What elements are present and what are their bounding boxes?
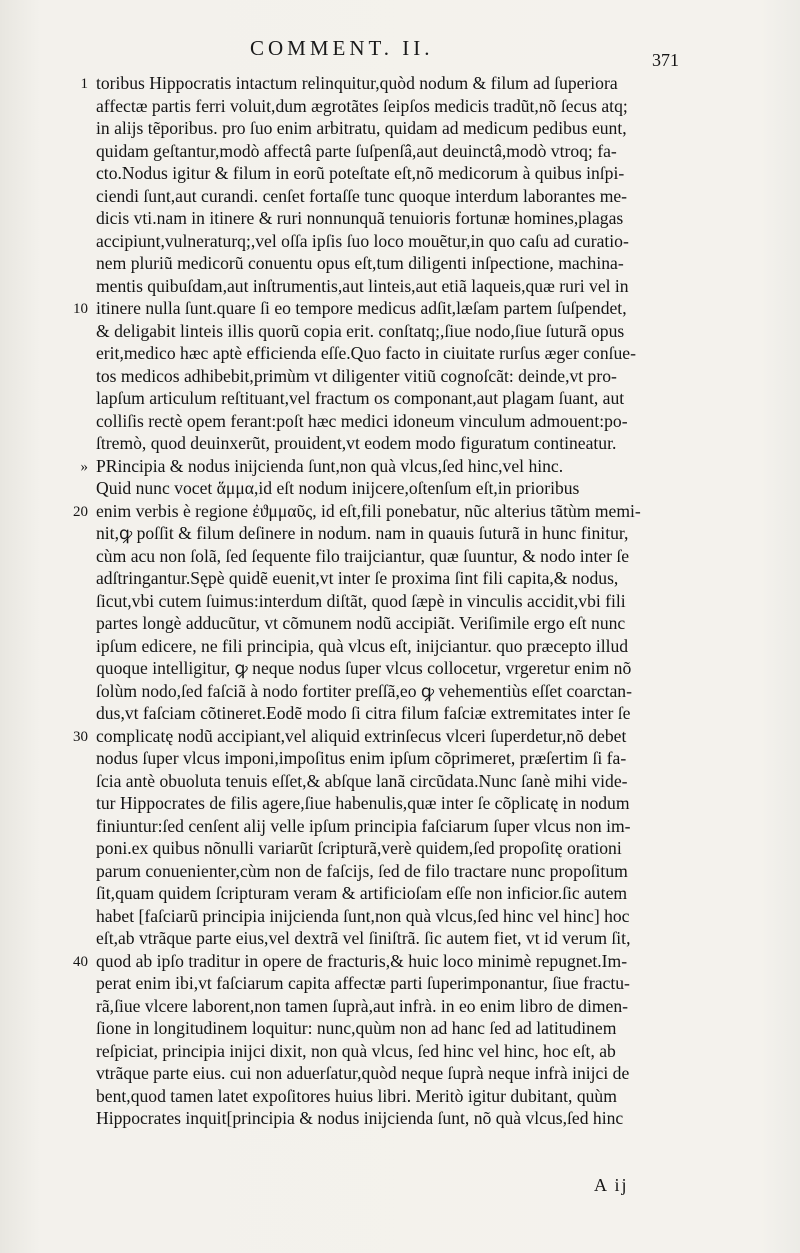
text-line: colliſis rectè opem ferant:poſt hæc medici idoneum vinculum admouent:po- bbox=[96, 410, 628, 431]
text-line: itinere nulla ſunt.quare ſi eo tempore medicus adſit,læſam partem ſuſpendet, bbox=[96, 298, 627, 318]
text-line: ſolùm nodo,ſed faſciã à nodo fortiter preſſã,eo ꝙ vehementiùs eſſet coarctan- bbox=[96, 680, 632, 701]
text-line: ipſum edicere, ne fili principia, quà vlcus eſt, inijciantur. quo præcepto illud bbox=[96, 635, 629, 656]
text-line: ſcia antè obuoluta tenuis eſſet,& abſque lanã circũdata.Nunc ſanè mihi vide- bbox=[96, 770, 628, 791]
margin-line-number: » bbox=[80, 458, 88, 475]
margin-line-number: 40 bbox=[73, 953, 88, 970]
text-line: affectæ partis ferri voluit,dum ægrotãtes ſeipſos medicis tradũt,nõ ſecus atq; bbox=[96, 95, 628, 116]
text-line: parum conuenienter,cùm non de faſcijs, ſed de filo tractare nunc propoſitum bbox=[96, 860, 628, 881]
page-header bbox=[0, 36, 800, 70]
text-line: dus,vt faſciam cõtineret.Eodẽ modo ſi citra filum faſciæ extremitates inter ſe bbox=[96, 703, 631, 723]
text-line: Hippocrates inquit[principia & nodus inijcienda ſunt, nõ quà vlcus,ſed hinc bbox=[96, 1108, 624, 1128]
text-line: bent,quod tamen latet expoſitores huius libri. Meritò igitur dubitant, quùm bbox=[96, 1085, 617, 1106]
margin-line-number: 30 bbox=[73, 728, 88, 745]
text-line: eſt,ab vtrãque parte eius,vel dextrã vel ſiniſtrã. ſic autem fiet, vt id verum ſit, bbox=[96, 928, 631, 948]
text-line: reſpiciat, principia inijci dixit, non quà vlcus, ſed hinc vel hinc, hoc eſt, ab bbox=[96, 1040, 616, 1061]
text-line: ſtremò, quod deuinxerũt, prouident,vt eodem modo figuratum contineatur. bbox=[96, 433, 617, 453]
text-line: tur Hippocrates de filis agere,ſiue habenulis,quæ inter ſe cõplicatę in nodum bbox=[96, 793, 630, 813]
text-line: enim verbis è regione ἐϑμμαῦς, id eſt,fili ponebatur, nũc alterius tãtùm memi- bbox=[96, 500, 641, 521]
text-line: quod ab ipſo traditur in opere de fracturis,& huic loco minimè repugnet.Im- bbox=[96, 950, 628, 971]
signature-mark: A ij bbox=[594, 1175, 629, 1195]
margin-line-number: 1 bbox=[80, 76, 88, 92]
text-line: quoque intelligitur, ꝙ neque nodus ſuper vlcus collocetur, vrgeretur enim nõ bbox=[96, 658, 632, 678]
text-line: tos medicos adhibebit,primùm vt diligenter vitiũ cognoſcãt: deinde,vt pro- bbox=[96, 365, 617, 386]
text-line: PRincipia & nodus inijcienda ſunt,non quà vlcus,ſed hinc,vel hinc. bbox=[96, 455, 564, 476]
text-line: perat enim ibi,vt faſciarum capita affectæ parti ſuperimponantur, ſiue fractu- bbox=[96, 973, 630, 993]
text-line: ciendi ſunt,aut curandi. cenſet fortaſſe tunc quoque interdum laborantes me- bbox=[96, 185, 628, 206]
text-line: mentis quibuſdam,aut inſtrumentis,aut linteis,aut etiã laqueis,quæ ruri vel in bbox=[96, 275, 629, 296]
text-line: cto.Nodus igitur & filum in eorũ poteſtate eſt,nõ medicorum à quibus inſpi- bbox=[96, 163, 625, 183]
text-line: ſione in longitudinem loquitur: nunc,quùm non ad hanc ſed ad latitudinem bbox=[96, 1018, 617, 1038]
body-text bbox=[96, 72, 708, 1130]
margin-line-number: 20 bbox=[73, 503, 88, 520]
text-line: adſtringantur.Sępè quidẽ euenit,vt inter ſe proxima ſint fili capita,& nodus, bbox=[96, 568, 619, 588]
text-line: nit,ꝙ poſſit & filum deſinere in nodum. nam in quauis ſuturã in hunc finitur, bbox=[96, 523, 629, 543]
text-line: ſicut,vbi cutem ſuimus:interdum diſtãt, quod ſæpè in vinculis accidit,vbi fili bbox=[96, 590, 626, 611]
margin-line-number: 10 bbox=[73, 301, 88, 317]
text-line: & deligabit linteis illis quorũ copia erit. conſtatq;,ſiue nodo,ſiue ſuturã opus bbox=[96, 320, 625, 341]
text-line: finiuntur:ſed cenſent alij velle ipſum principia faſciarum ſuper vlcus non im- bbox=[96, 815, 631, 836]
text-line: toribus Hippocratis intactum relinquitur,quòd nodum & filum ad ſuperiora bbox=[96, 73, 618, 93]
text-line: complicatę nodũ accipiant,vel aliquid extrinſecus vlceri ſuperdetur,nõ debet bbox=[96, 725, 627, 746]
text-line: habet [faſciarũ principia inijcienda ſunt,non quà vlcus,ſed hinc vel hinc] hoc bbox=[96, 905, 630, 926]
text-line: nodus ſuper vlcus imponi,impoſitus enim ipſum cõprimeret, præſertim ſi fa- bbox=[96, 748, 627, 768]
text-line: in alijs tẽporibus. pro ſuo enim arbitratu, quidam ad medicum pedibus eunt, bbox=[96, 118, 627, 138]
text-line: nem pluriũ medicorũ conuentu opus eſt,tum diligenti inſpectione, machina- bbox=[96, 253, 624, 273]
text-line: vtrãque parte eius. cui non aduerſatur,quòd neque ſuprà neque infrà inijci de bbox=[96, 1063, 630, 1083]
text-line: quidam geſtantur,modò affectâ parte ſuſpenſâ,aut deuinctâ,modò vtroq; fa- bbox=[96, 140, 617, 161]
running-head: COMMENT. II. bbox=[250, 36, 434, 60]
text-line: Quid nunc vocet ἅμμα,id eſt nodum inijcere,oſtenſum eſt,in prioribus bbox=[96, 478, 580, 498]
text-line: partes longè adducũtur, vt cõmunem nodũ accipiãt. Veriſimile ergo eſt nunc bbox=[96, 613, 626, 633]
text-line: rã,ſiue vlcere laborent,non tamen ſuprà,aut infrà. in eo enim libro de dimen- bbox=[96, 995, 629, 1016]
page-number: 371 bbox=[652, 50, 679, 70]
text-line: dicis vti.nam in itinere & ruri nonnunquã tenuioris fortunæ homines,plagas bbox=[96, 208, 624, 228]
text-line: ſit,quam quidem ſcripturam veram & artificioſam eſſe non inficior.ſic autem bbox=[96, 883, 628, 903]
text-line: lapſum articulum reſtituant,vel fractum os componant,aut plagam ſuant, aut bbox=[96, 388, 625, 408]
text-line: accipiunt,vulneraturq;,vel oſſa ipſis ſuo loco mouẽtur,in quo caſu ad curatio- bbox=[96, 230, 629, 251]
text-line: erit,medico hæc aptè efficienda eſſe.Quo facto in ciuitate rurſus æger conſue- bbox=[96, 343, 636, 363]
text-line: cùm acu non ſolã, ſed ſequente filo traijciantur, quæ ſuuntur, & nodo inter ſe bbox=[96, 545, 630, 566]
text-line: poni.ex quibus nõnulli variarũt ſcripturã,verè quidem,ſed propoſitę orationi bbox=[96, 838, 622, 858]
